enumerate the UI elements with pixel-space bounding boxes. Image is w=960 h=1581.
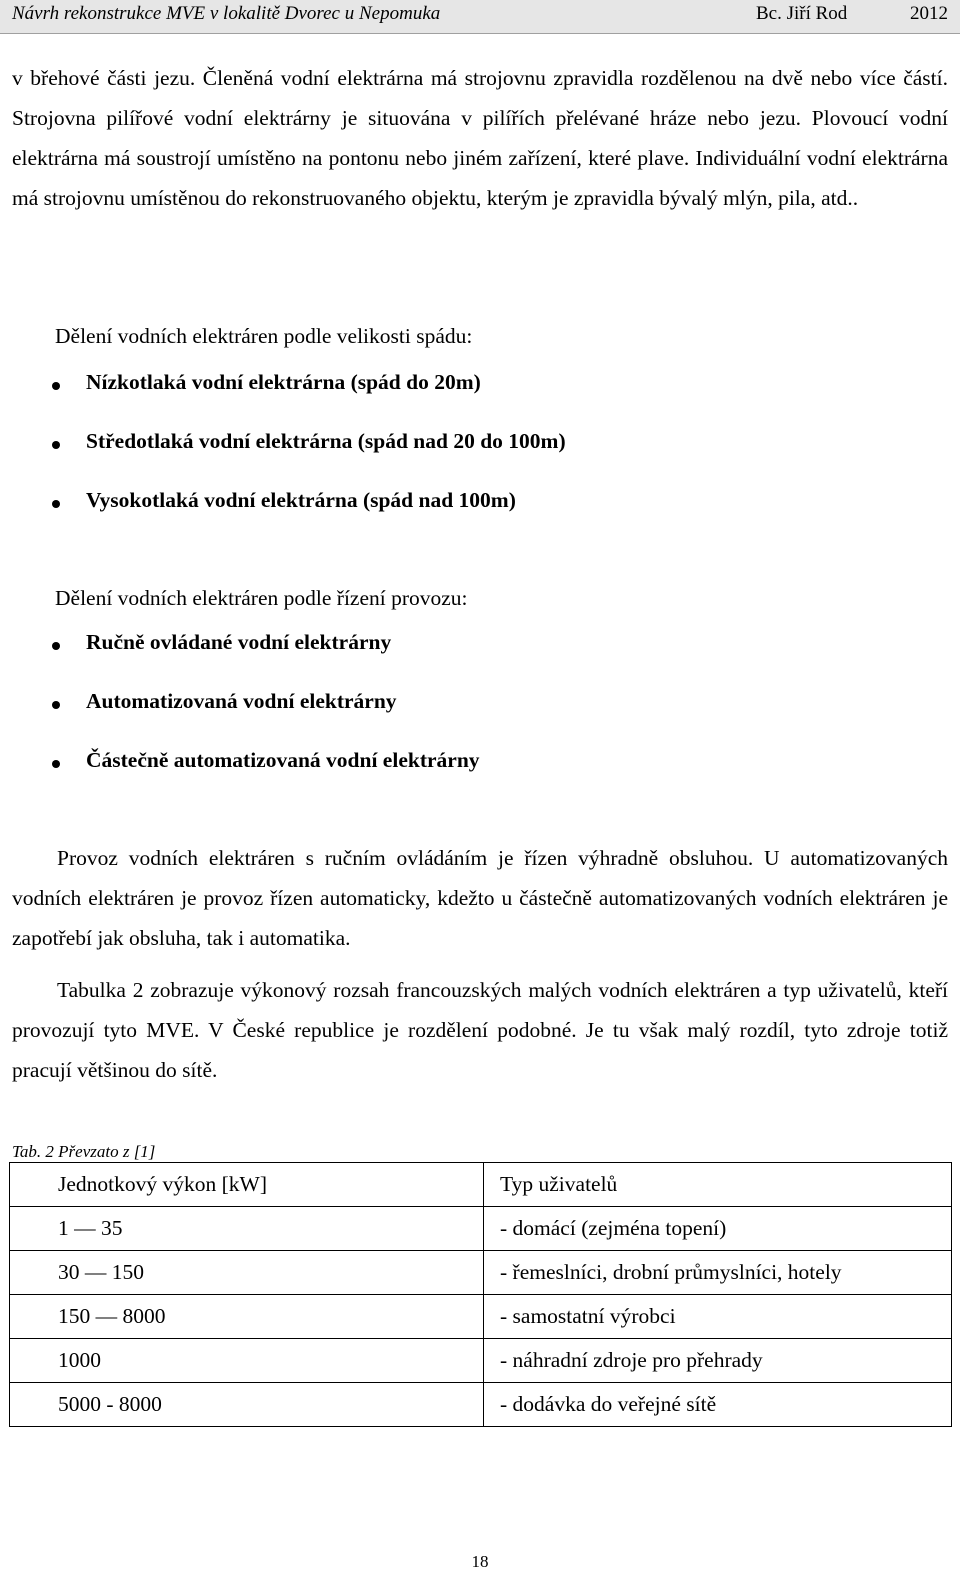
- head-division-label: Dělení vodních elektráren podle velikosti spádu:: [55, 324, 473, 348]
- bullet-icon: [52, 500, 60, 508]
- list-item: Nízkotlaká vodní elektrárna (spád do 20m): [0, 370, 960, 429]
- bullet-icon: [52, 441, 60, 449]
- table-row: [10, 1383, 952, 1427]
- table-cell: - domácí (zejména topení): [484, 1207, 952, 1251]
- page-header: [0, 0, 960, 34]
- table-row: [10, 1295, 952, 1339]
- operation-paragraph: Provoz vodních elektráren s ručním ovládáním je řízen výhradně obsluhou. U automatizovaných vodních elektráren je provoz řízen automaticky, kdežto u částečně automatizovaných vodních elektráren je zapotřebí jak obsluha, tak i automatika.: [12, 846, 948, 950]
- list-item: Částečně automatizovaná vodní elektrárny: [0, 748, 960, 807]
- table-row: [10, 1207, 952, 1251]
- table-cell: 30 — 150: [10, 1251, 484, 1295]
- table-cell: - dodávka do veřejné sítě: [484, 1383, 952, 1427]
- list-item: Ručně ovládané vodní elektrárny: [0, 630, 960, 689]
- table-caption: Tab. 2 Převzato z [1]: [12, 1142, 156, 1161]
- list-item: Středotlaká vodní elektrárna (spád nad 20 do 100m): [0, 429, 960, 488]
- bullet-icon: [52, 701, 60, 709]
- table-cell: 150 — 8000: [10, 1295, 484, 1339]
- table-header-row: [10, 1163, 952, 1207]
- header-year: 2012: [910, 3, 948, 24]
- bullet-icon: [52, 382, 60, 390]
- header-title: Návrh rekonstrukce MVE v lokalitě Dvorec u Nepomuka: [12, 3, 441, 24]
- table-intro-paragraph: Tabulka 2 zobrazuje výkonový rozsah francouzských malých vodních elektráren a typ uživatelů, kteří provozují tyto MVE. V České republice je rozdělení podobné. Je tu však malý rozdíl, tyto zdroje totiž pracují většinou do sítě.: [12, 978, 948, 1082]
- table-cell: 5000 - 8000: [10, 1383, 484, 1427]
- header-author: Bc. Jiří Rod: [756, 3, 848, 24]
- table-cell: - samostatní výrobci: [484, 1295, 952, 1339]
- list-item: Automatizovaná vodní elektrárny: [0, 689, 960, 748]
- page-number: 18: [471, 1552, 489, 1571]
- table-header-cell: Typ uživatelů: [484, 1163, 952, 1207]
- head-division-list: [0, 370, 960, 547]
- intro-paragraph: v břehové části jezu. Členěná vodní elektrárna má strojovnu zpravidla rozdělenou na dvě nebo více částí. Strojovna pilířové vodní elektrárny je situována v pilířích přelévané hráze nebo jezu. Plovoucí vodní elektrárna má soustrojí umístěno na pontonu nebo jiném zařízení, které plave. Individuální vodní elektrárna má strojovnu umístěnou do rekonstruovaného objektu, kterým je zpravidla bývalý mlýn, pila, atd..: [12, 66, 948, 210]
- bullet-icon: [52, 642, 60, 650]
- list-item: Vysokotlaká vodní elektrárna (spád nad 100m): [0, 488, 960, 547]
- power-range-table: [9, 1162, 952, 1427]
- table-row: [10, 1339, 952, 1383]
- table-row: [10, 1251, 952, 1295]
- table-cell: - náhradní zdroje pro přehrady: [484, 1339, 952, 1383]
- control-division-list: [0, 630, 960, 807]
- control-division-label: Dělení vodních elektráren podle řízení provozu:: [55, 586, 468, 610]
- bullet-icon: [52, 760, 60, 768]
- table-header-cell: Jednotkový výkon [kW]: [10, 1163, 484, 1207]
- table-cell: 1000: [10, 1339, 484, 1383]
- table-cell: - řemeslníci, drobní průmyslníci, hotely: [484, 1251, 952, 1295]
- table-cell: 1 — 35: [10, 1207, 484, 1251]
